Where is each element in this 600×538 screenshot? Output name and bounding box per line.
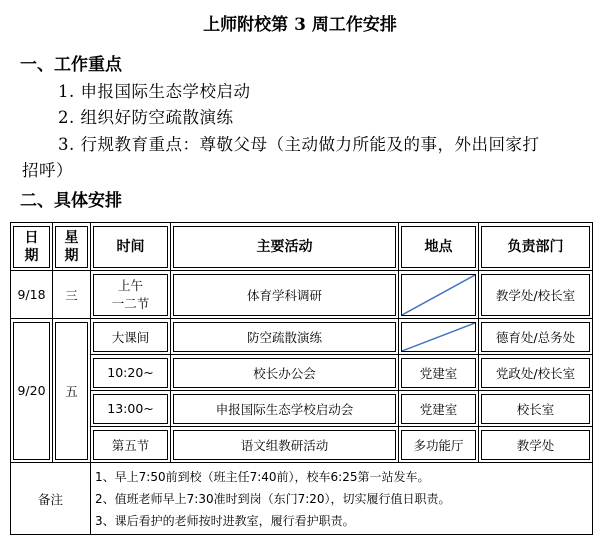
header-weekday: 星 期 xyxy=(53,223,91,271)
place-cell: 党建室 xyxy=(399,391,479,427)
activity-cell: 防空疏散演练 xyxy=(171,319,399,355)
section-heading-schedule: 二、具体安排 xyxy=(20,191,122,211)
activity-cell: 申报国际生态学校启动会 xyxy=(171,391,399,427)
activity-cell: 校长办公会 xyxy=(171,355,399,391)
note-line: 1、早上7:50前到校（班主任7:40前），校车6:25第一站发车。 xyxy=(95,469,430,484)
note-line: 3、课后看护的老师按时进教室，履行看护职责。 xyxy=(95,513,355,528)
table-header-row xyxy=(11,223,593,271)
focus-item-3: 3. 行规教育重点：尊敬父母（主动做力所能及的事，外出回家打 xyxy=(58,135,540,154)
header-time: 时间 xyxy=(91,223,171,271)
diagonal-slash xyxy=(401,274,476,316)
time-cell: 13:00~ xyxy=(91,391,171,427)
section-heading-focus: 一、工作重点 xyxy=(20,55,122,75)
table-row xyxy=(11,319,593,355)
dept-cell: 德育处/总务处 xyxy=(479,319,593,355)
document-title: 上师附校第 3 周工作安排 xyxy=(203,15,397,35)
place-cell: 党建室 xyxy=(399,355,479,391)
header-activity: 主要活动 xyxy=(171,223,399,271)
focus-item-3-continued: 招呼） xyxy=(22,161,73,180)
date-cell: 9/18 xyxy=(11,271,53,319)
schedule-table xyxy=(10,222,593,535)
notes-label: 备注 xyxy=(11,463,91,535)
activity-cell: 体育学科调研 xyxy=(171,271,399,319)
header-date: 日 期 xyxy=(11,223,53,271)
time-cell: 上午 一二节 xyxy=(91,271,171,319)
header-dept: 负责部门 xyxy=(479,223,593,271)
date-cell: 9/20 xyxy=(11,319,53,463)
activity-cell: 语文组教研活动 xyxy=(171,427,399,463)
time-cell: 第五节 xyxy=(91,427,171,463)
table-row xyxy=(11,271,593,319)
place-cell: 多功能厅 xyxy=(399,427,479,463)
focus-item-2: 2. 组织好防空疏散演练 xyxy=(58,108,234,127)
focus-item-1: 1. 申报国际生态学校启动 xyxy=(58,82,251,101)
dept-cell: 校长室 xyxy=(479,391,593,427)
notes-row xyxy=(11,463,593,535)
note-line: 2、值班老师早上7:30准时到岗（东门7:20），切实履行值日职责。 xyxy=(95,491,451,506)
weekday-cell: 五 xyxy=(53,319,91,463)
time-cell: 大课间 xyxy=(91,319,171,355)
notes-content xyxy=(91,463,593,535)
dept-cell: 教学处/校长室 xyxy=(479,271,593,319)
time-cell: 10:20~ xyxy=(91,355,171,391)
table-row xyxy=(11,355,593,391)
weekday-cell: 三 xyxy=(53,271,91,319)
dept-cell: 教学处 xyxy=(479,427,593,463)
place-cell-empty xyxy=(399,271,479,319)
header-place: 地点 xyxy=(399,223,479,271)
place-cell-empty xyxy=(399,319,479,355)
table-row xyxy=(11,391,593,427)
table-row xyxy=(11,427,593,463)
diagonal-slash xyxy=(401,322,476,352)
dept-cell: 党政处/校长室 xyxy=(479,355,593,391)
